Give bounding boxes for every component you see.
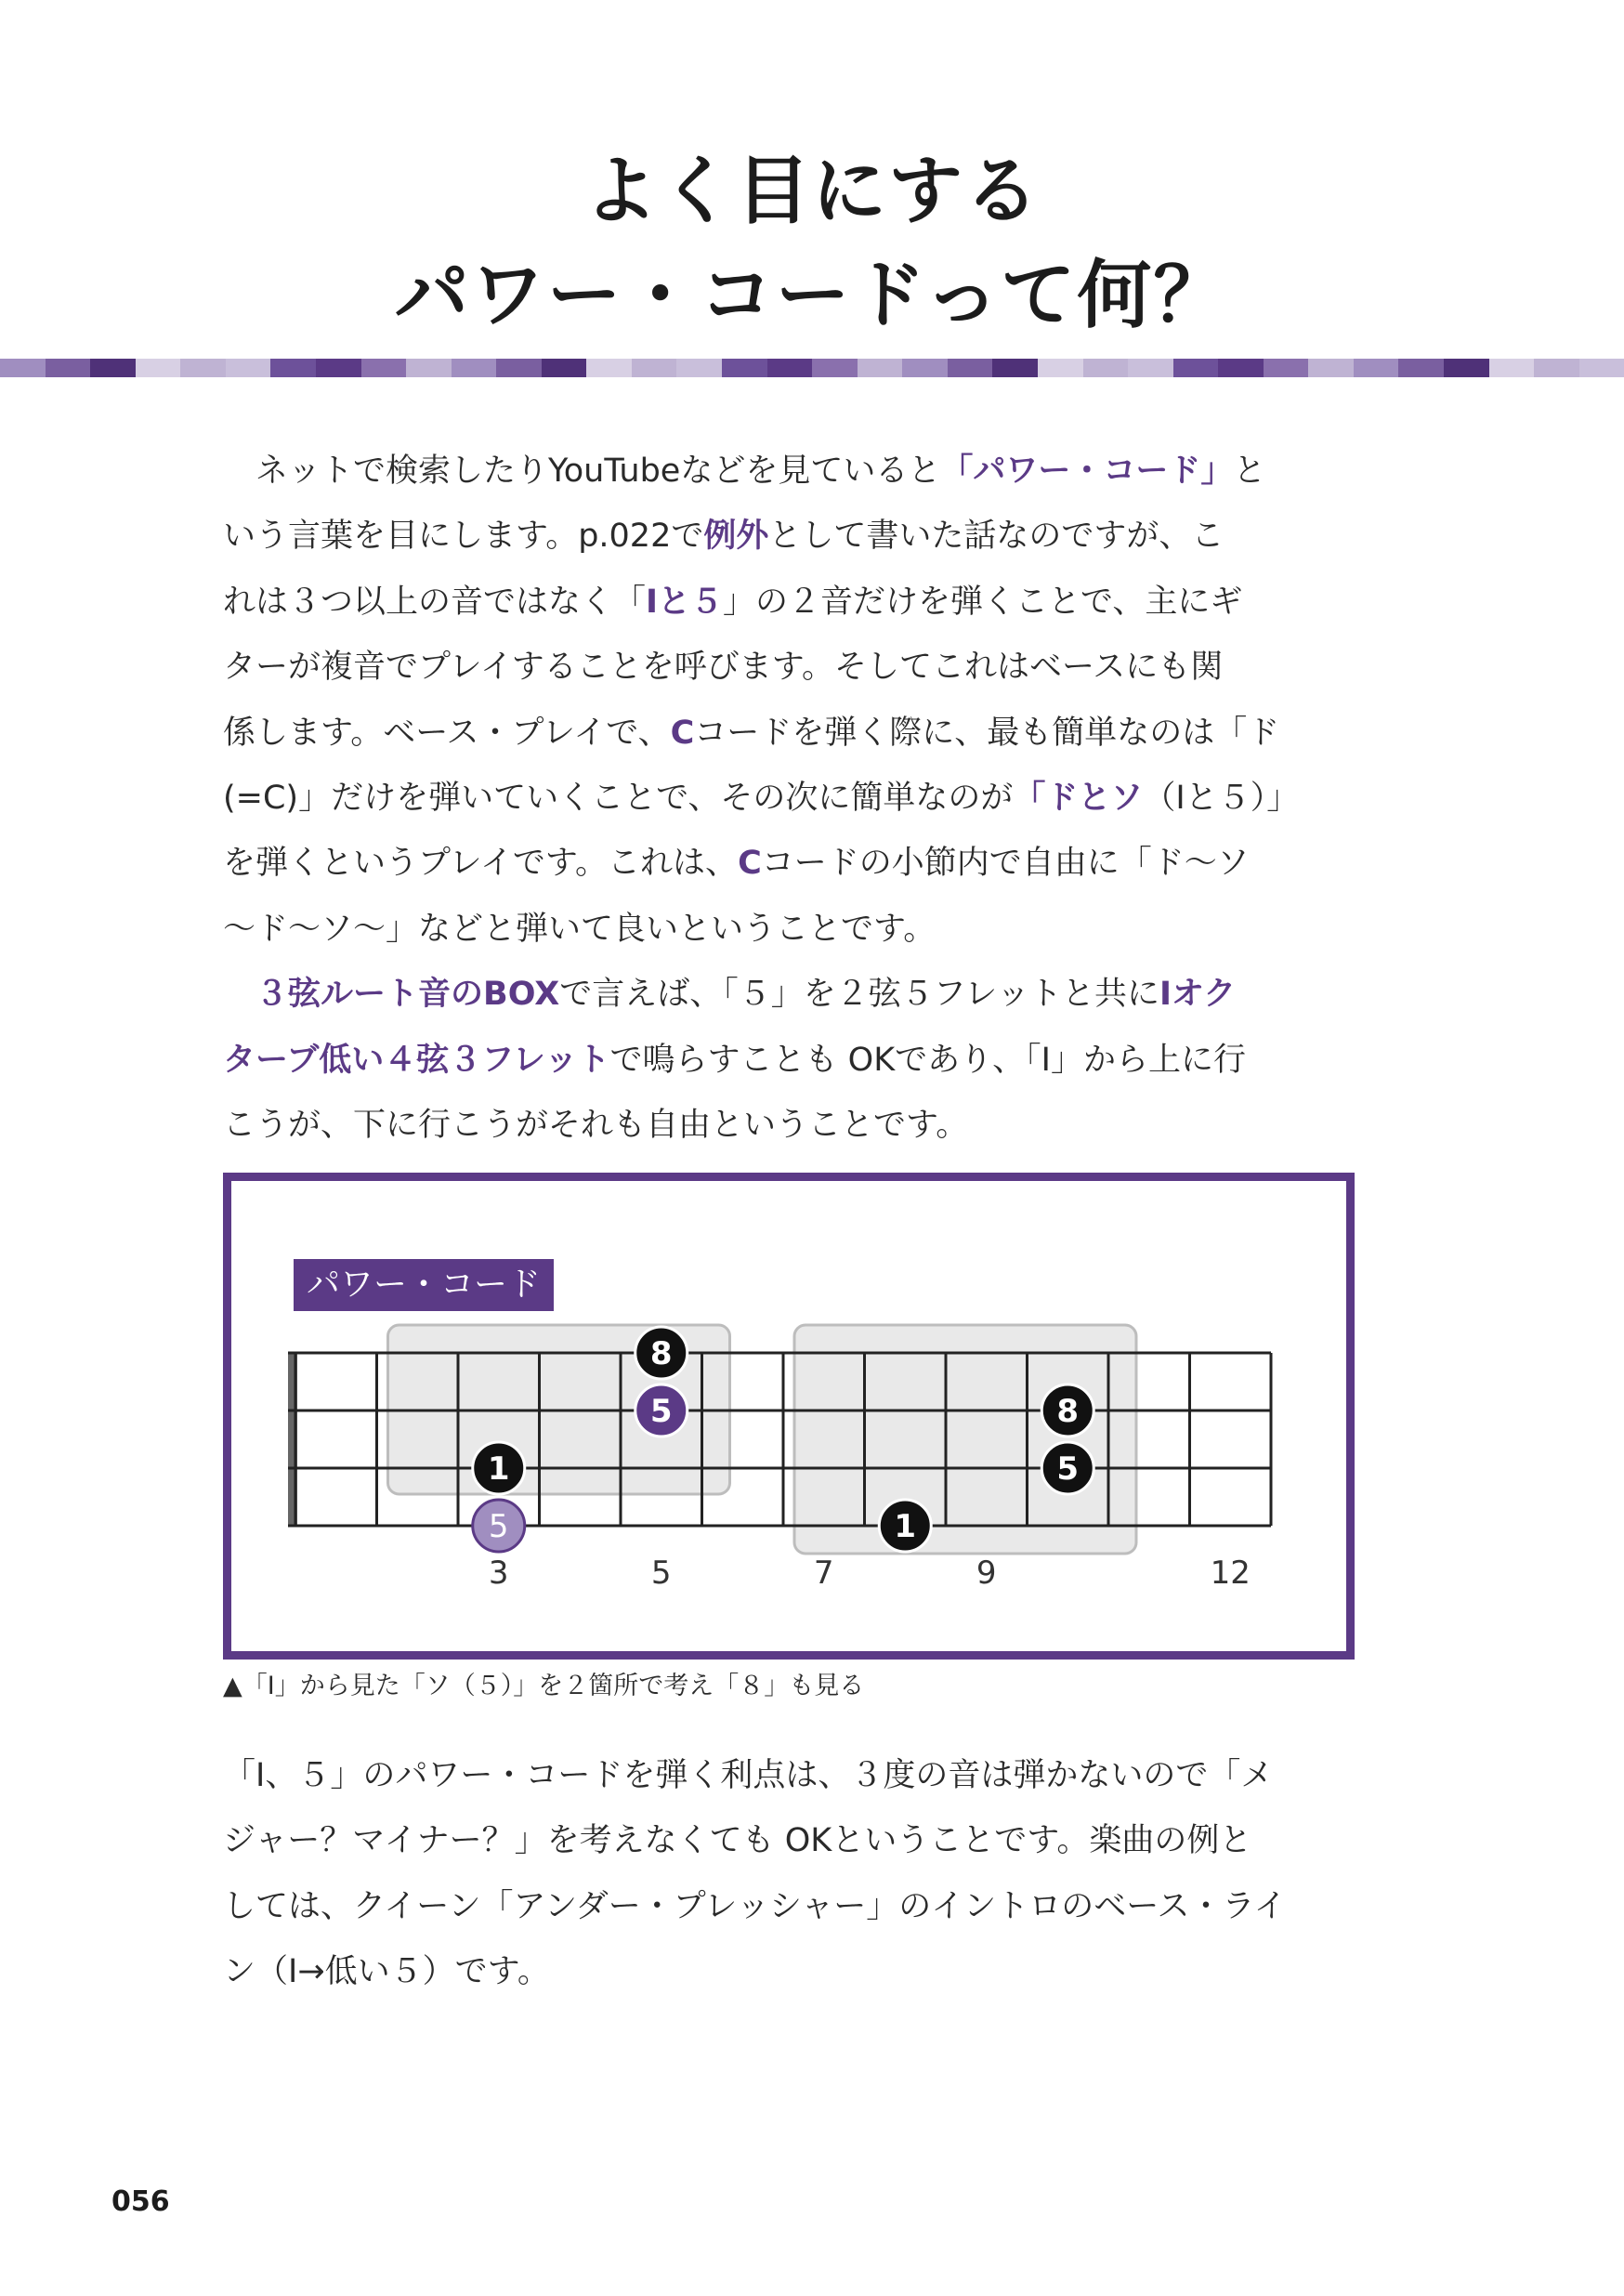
band-segment xyxy=(452,359,497,377)
highlight-text: ターブ低い４弦３フレット xyxy=(223,1041,610,1079)
band-segment xyxy=(1489,359,1535,377)
highlight-text: 「ドとソ xyxy=(1013,779,1144,817)
band-segment xyxy=(722,359,767,377)
text-line xyxy=(223,1874,1356,1939)
title-line-1: よく目にする xyxy=(583,148,1041,234)
highlight-text: ３弦ルート音のBOX xyxy=(255,976,560,1014)
band-segment xyxy=(1264,359,1309,377)
text-line xyxy=(223,831,1356,896)
text-line xyxy=(223,1093,1356,1158)
fret-marker-label: 5 xyxy=(650,1555,672,1592)
band-segment xyxy=(992,359,1038,377)
band-segment xyxy=(1398,359,1444,377)
note-label: 5 xyxy=(1056,1450,1080,1488)
highlight-text: C xyxy=(738,845,762,883)
band-segment xyxy=(136,359,181,377)
fret-marker-label: 3 xyxy=(488,1555,509,1592)
body-text xyxy=(223,976,255,1013)
text-line xyxy=(223,1743,1356,1808)
note-label: 5 xyxy=(488,1508,509,1545)
band-segment xyxy=(1444,359,1489,377)
outro-paragraph xyxy=(223,1743,1356,2005)
body-text: ン（Ⅰ→低い５）です。 xyxy=(223,1953,550,1991)
body-text: れは３つ以上の音ではなく「 xyxy=(223,583,647,621)
body-text: ジャー？マイナー？」を考えなくても OKということです。楽曲の例と xyxy=(223,1822,1252,1860)
highlight-text: 例外 xyxy=(703,518,769,556)
text-line xyxy=(223,439,1356,504)
text-line xyxy=(223,1028,1356,1093)
band-segment xyxy=(406,359,452,377)
body-text: しては、クイーン「アンダー・プレッシャー」のイントロのベース・ライ xyxy=(223,1887,1287,1925)
figure-label: パワー・コード xyxy=(294,1259,554,1311)
band-segment xyxy=(676,359,722,377)
note-label: 1 xyxy=(487,1450,510,1488)
band-segment xyxy=(1308,359,1354,377)
band-segment xyxy=(812,359,858,377)
band-segment xyxy=(1218,359,1264,377)
body-text: で言えば、「５」を２弦５フレットと共に xyxy=(559,976,1159,1014)
position-box-upper xyxy=(794,1325,1136,1554)
fret-marker-label: 12 xyxy=(1210,1555,1251,1592)
body-text: ネットで検索したりYouTubeなどを見ていると xyxy=(223,453,941,490)
body-text: いう言葉を目にします。p.022で xyxy=(223,518,704,556)
body-text: と xyxy=(1233,453,1266,490)
band-segment xyxy=(361,359,407,377)
body-text: コードの小節内で自由に「ド〜ソ xyxy=(761,845,1250,883)
body-text: 」の２音だけを弾くことで、主にギ xyxy=(723,583,1243,621)
band-segment xyxy=(226,359,271,377)
band-segment xyxy=(1173,359,1219,377)
band-segment xyxy=(542,359,587,377)
band-segment xyxy=(316,359,361,377)
text-line xyxy=(223,962,1356,1027)
body-text: 〜ド〜ソ〜」などと弾いて良いということです。 xyxy=(223,910,936,948)
text-line xyxy=(223,1808,1356,1873)
note-label: 8 xyxy=(1056,1393,1080,1430)
body-text: 「Ⅰ、５」のパワー・コードを弾く利点は、３度の音は弾かないので「メ xyxy=(223,1757,1274,1794)
band-segment xyxy=(1534,359,1579,377)
band-segment xyxy=(496,359,542,377)
text-line xyxy=(223,701,1356,766)
page-number: 056 xyxy=(111,2185,170,2218)
bass-fretboard-diagram xyxy=(279,1301,1301,1598)
page-title xyxy=(0,139,1624,348)
text-line xyxy=(223,504,1356,569)
band-segment xyxy=(858,359,903,377)
band-segment xyxy=(632,359,677,377)
body-text: 係します。ベース・プレイで、 xyxy=(223,714,671,752)
note-label: 8 xyxy=(649,1335,673,1372)
band-segment xyxy=(948,359,993,377)
text-line xyxy=(223,570,1356,635)
band-segment xyxy=(586,359,632,377)
band-segment xyxy=(1579,359,1624,377)
highlight-text: Ⅰと５ xyxy=(646,583,724,621)
band-segment xyxy=(0,359,46,377)
band-segment xyxy=(90,359,136,377)
intro-paragraph xyxy=(223,439,1356,1158)
text-line xyxy=(223,635,1356,700)
body-text: ターが複音でプレイすることを呼びます。そしてこれはベースにも関 xyxy=(223,649,1224,687)
band-segment xyxy=(1038,359,1083,377)
band-segment xyxy=(46,359,91,377)
text-line xyxy=(223,1939,1356,2004)
decorative-checker-band xyxy=(0,359,1624,377)
band-segment xyxy=(270,359,316,377)
band-segment xyxy=(180,359,226,377)
figure-caption: ▲「Ⅰ」から見た「ソ（５）」を２箇所で考え「８」も見る xyxy=(223,1672,865,1700)
note-label: 1 xyxy=(894,1508,917,1545)
band-segment xyxy=(1128,359,1173,377)
band-segment xyxy=(1354,359,1399,377)
body-text: こうが、下に行こうがそれも自由ということです。 xyxy=(223,1106,969,1144)
fret-marker-label: 7 xyxy=(813,1555,834,1592)
body-text: （Ⅰと５）」 xyxy=(1143,779,1300,817)
highlight-text: C xyxy=(670,714,695,752)
body-text: として書いた話なのですが、こ xyxy=(768,518,1225,556)
body-text: で鳴らすことも OKであり、「Ⅰ」から上に行 xyxy=(609,1041,1246,1079)
band-segment xyxy=(1083,359,1129,377)
body-text: (=C)」だけを弾いていくことで、その次に簡単なのが xyxy=(223,779,1014,817)
text-line xyxy=(223,766,1356,831)
fret-marker-label: 9 xyxy=(976,1555,997,1592)
body-text: コードを弾く際に、最も簡単なのは「ド xyxy=(694,714,1280,752)
title-line-2: パワー・コードって何？ xyxy=(394,252,1230,338)
text-line xyxy=(223,897,1356,962)
highlight-text: 「パワー・コード」 xyxy=(940,453,1234,490)
body-text: を弾くというプレイです。これは、 xyxy=(223,845,739,883)
note-label: 5 xyxy=(649,1393,673,1430)
band-segment xyxy=(767,359,813,377)
band-segment xyxy=(902,359,948,377)
highlight-text: Ⅰオク xyxy=(1159,976,1237,1014)
